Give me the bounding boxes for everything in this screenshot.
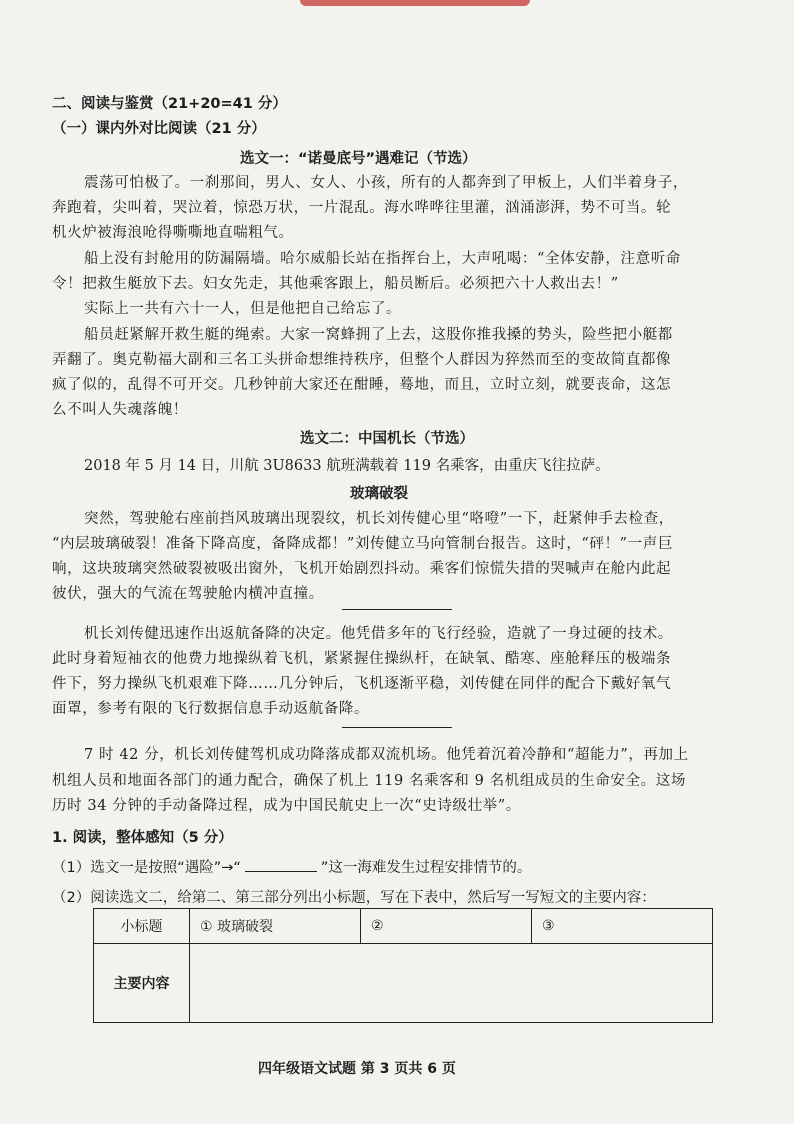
- passage1-title: 选文一：“诺曼底号”遇难记（节选）: [240, 151, 477, 167]
- passage1-line: 船上没有封舱用的防漏隔墙。哈尔威船长站在指挥台上，大声吼喝：“全体安静，注意听命: [84, 251, 681, 267]
- passage1-line: 令！把救生艇放下去。妇女先走，其他乘客跟上，船员断后。必须把六十人救出去！”: [52, 276, 619, 292]
- passage1-line: 船员赶紧解开救生艇的绳索。大家一窝蜂拥了上去，这股你推我搡的势头，险些把小艇都: [84, 327, 673, 343]
- passage1-line-part: 奔跑着，尖叫着，哭泣着，: [52, 200, 234, 216]
- part3-title-blank[interactable]: [342, 727, 452, 728]
- part1-line: 响，这块玻璃突然破裂被吸出窗外，飞机开始剧烈抖动。乘客们惊慌失措的哭喊声在舱内此起: [52, 561, 672, 577]
- table-cell-subtitle-1: ① 玻璃破裂: [190, 909, 361, 944]
- passage1-line-part: 惊恐万状，一片混乱。海水哗哗往里灌，汹涌澎湃，势不可当。轮: [233, 200, 672, 216]
- passage2-title: 选文二：中国机长（节选）: [300, 431, 474, 447]
- table-row: [94, 909, 713, 944]
- passage1-line: 实际上一共有六十一人，但是他把自己给忘了。: [84, 301, 402, 317]
- answer-table: [93, 908, 713, 1023]
- section-subheading: （一）课内外对比阅读（21 分）: [52, 121, 266, 137]
- passage1-line: 疯了似的，乱得不可开交。几秒钟前大家还在酣睡，蓦地，而且，立时立刻，就要丧命，这怎: [52, 377, 672, 393]
- passage1-line: [52, 196, 671, 217]
- part2-title-blank[interactable]: [342, 609, 452, 610]
- part1-line: 彼伏，强大的气流在驾驶舱内横冲直撞。: [52, 586, 324, 602]
- question-1-1-suffix: ”这一海难发生过程安排情节的。: [320, 860, 532, 876]
- table-cell-main-content[interactable]: [190, 944, 713, 1023]
- part2-line: 机长刘传健迅速作出返航备降的决定。他凭借多年的飞行经验，造就了一身过硬的技术。: [84, 626, 673, 642]
- passage1-line: 么不叫人失魂落魄！: [52, 402, 188, 418]
- part1-line: “内层玻璃破裂！准备下降高度，备降成都！”刘传健立马向管制台报告。这时，“砰！”一声巨: [52, 536, 673, 552]
- part2-line: 此时身着短袖衣的他费力地操纵着飞机，紧紧握住操纵杆，在缺氧、酷寒、座舱释压的极端条: [52, 651, 672, 667]
- question-1-1-blank[interactable]: [245, 857, 317, 872]
- passage2-intro: 2018 年 5 月 14 日，川航 3U8633 航班满载着 119 名乘客，由重庆飞往拉萨。: [84, 458, 610, 474]
- question-1-1-prefix: （1）选文一是按照“遇险”→“: [52, 860, 241, 876]
- passage1-line: 震荡可怕极了。一刹那间，男人、女人、小孩，所有的人都奔到了甲板上，人们半着身子，: [84, 175, 688, 191]
- table-header-subtitle: 小标题: [94, 909, 190, 944]
- part3-line: 7 时 42 分，机长刘传健驾机成功降落成都双流机场。他凭着沉着冷静和“超能力”，再加上: [84, 747, 689, 763]
- part2-line: 面罩，参考有限的飞行数据信息手动返航备降。: [52, 701, 370, 717]
- part1-line: 突然，驾驶舱右座前挡风玻璃出现裂纹，机长刘传健心里“咯噔”一下，赶紧伸手去检查，: [84, 511, 674, 527]
- part3-line: 历时 34 分钟的手动备降过程，成为中国民航史上一次“史诗级壮举”。: [52, 798, 521, 814]
- table-cell-subtitle-2[interactable]: ②: [361, 909, 532, 944]
- passage1-line: 机火炉被海浪呛得嘶嘶地直喘粗气。: [52, 225, 294, 241]
- section-heading: 二、阅读与鉴赏（21+20=41 分）: [52, 96, 287, 112]
- table-header-main-content: 主要内容: [94, 944, 190, 1023]
- question-1-1: [52, 856, 531, 877]
- question-1-title: 1. 阅读，整体感知（5 分）: [52, 830, 233, 846]
- table-cell-subtitle-3[interactable]: ③: [532, 909, 713, 944]
- page-footer: 四年级语文试题 第 3 页共 6 页: [258, 1061, 456, 1077]
- part1-title: 玻璃破裂: [350, 486, 408, 502]
- part3-line: 机组人员和地面各部门的通力配合，确保了机上 119 名乘客和 9 名机组成员的生命安全。这场: [52, 773, 686, 789]
- part2-line: 件下，努力操纵飞机艰难下降……几分钟后，飞机逐渐平稳，刘传健在同伴的配合下戴好氧气: [52, 676, 672, 692]
- question-1-2: （2）阅读选文二，给第二、第三部分列出小标题，写在下表中，然后写一写短文的主要内容：: [52, 890, 656, 906]
- passage1-line: 弄翻了。奥克勒福大副和三名工头拼命想维持秩序，但整个人群因为猝然而至的变故简直都像: [52, 352, 672, 368]
- table-row: [94, 944, 713, 1023]
